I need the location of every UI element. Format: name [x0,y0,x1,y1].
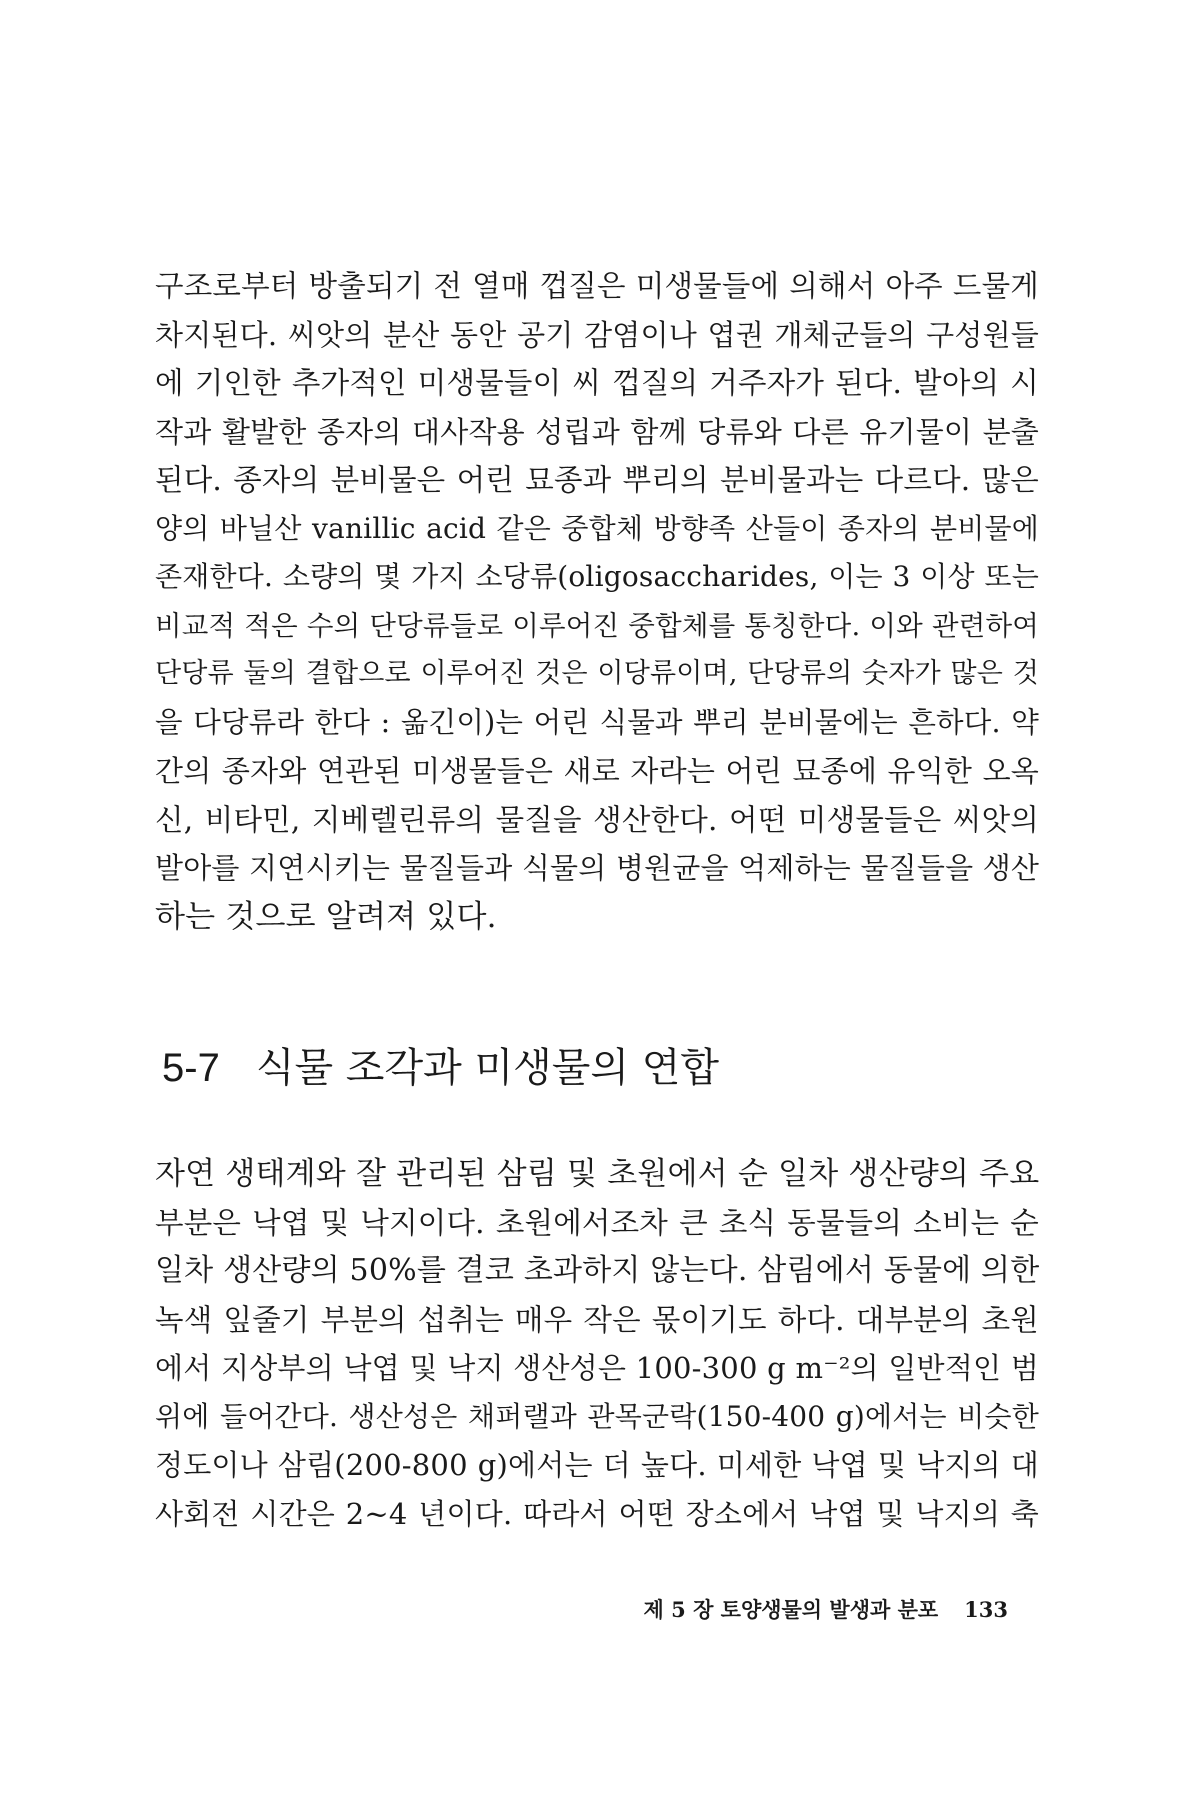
text-line: 부분은 낙엽 및 낙지이다. 초원에서조차 큰 초식 동물들의 소비는 순 [155,1205,1039,1240]
text-line: 된다. 종자의 분비물은 어린 묘종과 뿌리의 분비물과는 다르다. 많은 [155,463,1039,497]
page-footer [644,1594,1008,1624]
text-line: 비교적 적은 수의 단당류들로 이루어진 중합체를 통칭한다. 이와 관련하여 [155,609,1039,642]
text-line: 신, 비타민, 지베렐린류의 물질을 생산한다. 어떤 미생물들은 씨앗의 [155,802,1039,837]
text-line: 일차 생산량의 50%를 결코 초과하지 않는다. 삼림에서 동물에 의한 [155,1253,1040,1288]
text-line: 에 기인한 추가적인 미생물들이 씨 껍질의 거주자가 된다. 발아의 시 [155,366,1039,400]
text-line: 하는 것으로 알려져 있다. [155,898,497,935]
text-line: 에서 지상부의 낙엽 및 낙지 생산성은 100-300 g m⁻²의 일반적인 범 [155,1351,1039,1385]
text-line: 정도이나 삼림(200-800 g)에서는 더 높다. 미세한 낙엽 및 낙지의 대 [155,1448,1039,1482]
text-line: 존재한다. 소량의 몇 가지 소당류(oligosaccharides, 이는 3 이상 또는 [155,560,1039,593]
text-line: 구조로부터 방출되기 전 열매 껍질은 미생물들에 의해서 아주 드물게 [155,269,1039,303]
body-paragraph-1 [155,262,1039,941]
section-number: 5-7 [162,1046,220,1090]
text-line: 사회전 시간은 2~4 년이다. 따라서 어떤 장소에서 낙엽 및 낙지의 축 [155,1496,1039,1531]
section-heading [162,1040,719,1096]
body-paragraph-2 [155,1150,1039,1538]
text-line: 차지된다. 씨앗의 분산 동안 공기 감염이나 엽권 개체군들의 구성원들 [155,317,1039,352]
text-line: 을 다당류라 한다 : 옮긴이)는 어린 식물과 뿌리 분비물에는 흔하다. 약 [155,705,1039,739]
text-line: 양의 바닐산 vanillic acid 같은 중합체 방향족 산들이 종자의 분비물에 [155,511,1039,545]
section-title: 식물 조각과 미생물의 연합 [255,1045,719,1091]
text-line: 단당류 둘의 결합으로 이루어진 것은 이당류이며, 단당류의 숫자가 많은 것 [155,658,1039,689]
text-line: 작과 활발한 종자의 대사작용 성립과 함께 당류와 다른 유기물이 분출 [155,414,1039,449]
text-line: 간의 종자와 연관된 미생물들은 새로 자라는 어린 묘종에 유익한 오옥 [155,754,1039,788]
text-line: 녹색 잎줄기 부분의 섭취는 매우 작은 몫이기도 하다. 대부분의 초원 [155,1302,1039,1337]
text-line: 발아를 지연시키는 물질들과 식물의 병원균을 억제하는 물질들을 생산 [155,851,1040,885]
text-line: 위에 들어간다. 생산성은 채퍼랠과 관목군락(150-400 g)에서는 비슷한 [155,1399,1039,1433]
page-number: 133 [964,1597,1008,1622]
text-line: 자연 생태계와 잘 관리된 삼림 및 초원에서 순 일차 생산량의 주요 [155,1156,1040,1192]
chapter-title: 제 5 장 토양생물의 발생과 분포 [643,1597,939,1622]
